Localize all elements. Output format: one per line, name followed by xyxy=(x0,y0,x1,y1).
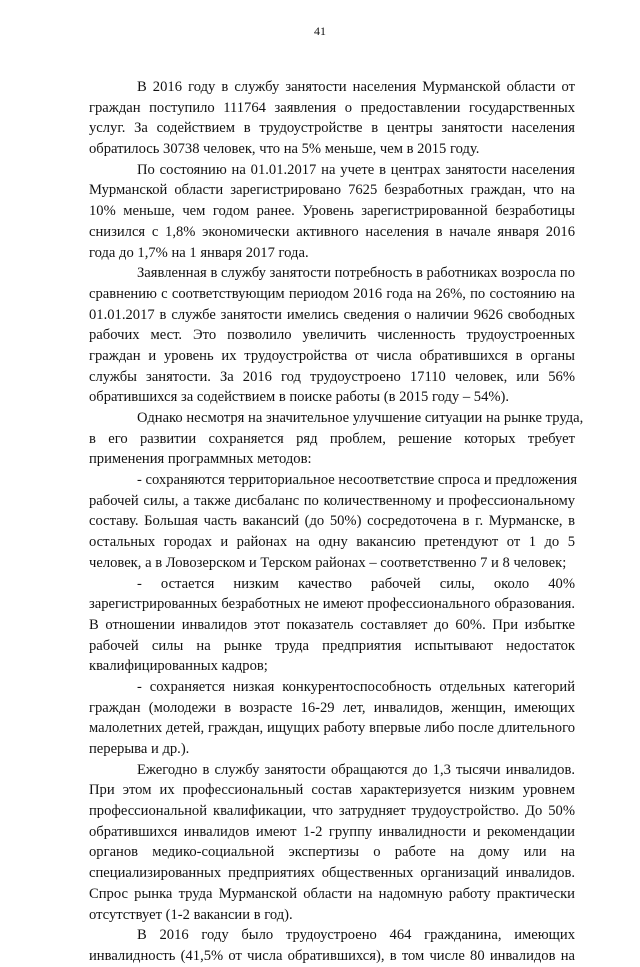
text-line: рабочей силы, а также дисбаланс по количественному и профессиональному xyxy=(89,492,575,509)
text-line: Однако несмотря на значительное улучшение ситуации на рынке труда, xyxy=(137,410,584,426)
text-line: перерыва и др.). xyxy=(89,741,190,757)
text-line: человек, а в Ловозерском и Терском районах – соответственно 7 и 8 человек; xyxy=(89,554,567,571)
text-line: Ежегодно в службу занятости обращаются до 1,3 тысячи инвалидов. xyxy=(137,761,575,778)
text-line: обратившихся инвалидов имеют 1-2 группу инвалидности и рекомендации xyxy=(89,823,575,840)
text-line: квалифицированных кадров; xyxy=(89,658,268,675)
text-line: остальных городах и районах на одну вакансию претендуют от 1 до 5 xyxy=(89,534,575,551)
text-line: рабочих мест. Это позволило увеличить численность трудоустроенных xyxy=(89,327,575,344)
text-line: обратилось 30738 человек, что на 5% меньше, чем в 2015 году. xyxy=(89,141,480,158)
text-line: В 2016 году в службу занятости населения Мурманской области от xyxy=(137,79,575,95)
text-line: услуг. За содействием в трудоустройстве в центры занятости населения xyxy=(89,120,575,137)
text-line: В отношении инвалидов этот показатель составляет до 60%. При избытке xyxy=(89,616,575,633)
text-line: Мурманской области зарегистрировано 7625 безработных граждан, что на xyxy=(89,182,575,199)
text-line: обратившихся за содействием в поиске работы (в 2015 году – 54%). xyxy=(89,389,510,406)
text-line: специализированных предприятиях общественных организаций инвалидов. xyxy=(89,865,575,882)
text-line: граждан поступило 111764 заявления о предоставлении государственных xyxy=(89,99,575,116)
text-line: По состоянию на 01.01.2017 на учете в центрах занятости населения xyxy=(137,161,575,178)
text-line: - сохраняется низкая конкурентоспособность отдельных категорий xyxy=(137,678,575,695)
text-line: 01.01.2017 в службе занятости имелись сведения о наличии 9626 свободных xyxy=(89,306,575,323)
text-line: При этом их профессиональный состав характеризуется низким уровнем xyxy=(89,782,575,799)
text-line: Спрос рынка труда Мурманской области на надомную работу практически xyxy=(89,885,575,902)
text-line: применения программных методов: xyxy=(89,451,312,468)
text-line: года до 1,7% на 1 января 2017 года. xyxy=(89,244,309,261)
text-line: 10% меньше, чем годом ранее. Уровень зарегистрированной безработицы xyxy=(89,203,575,220)
text-line: отсутствует (1-2 вакансии в год). xyxy=(89,906,293,923)
text-line: сравнению с соответствующим периодом 2016 года на 26%, по состоянию на xyxy=(89,285,575,302)
text-line: граждан и уровень их трудоустройства от числа обратившихся в органы xyxy=(89,347,575,364)
text-line: в его развитии сохраняется ряд проблем, решение которых требует xyxy=(89,430,575,447)
text-line: малолетних детей, граждан, ищущих работу впервые либо после длительного xyxy=(89,720,575,737)
text-line: составу. Большая часть вакансий (до 50%) сосредоточена в г. Мурманске, в xyxy=(89,513,575,530)
text-line: рабочей силы на рынке труда предприятия испытывают недостаток xyxy=(89,637,575,654)
text-line: граждан (молодежи в возрасте 16-29 лет, инвалидов, женщин, имеющих xyxy=(89,699,575,716)
text-line: профессиональной квалификации, что затрудняет трудоустройство. До 50% xyxy=(89,803,575,820)
text-line: органов медико-социальной экспертизы о работе на дому или на xyxy=(89,844,575,861)
text-line: - сохраняются территориальное несоответствие спроса и предложения xyxy=(137,472,578,489)
text-line: В 2016 году было трудоустроено 464 гражданина, имеющих xyxy=(137,927,575,944)
page-number: 41 xyxy=(314,24,326,38)
text-line: инвалидность (41,5% от числа обратившихся), в том числе 80 инвалидов на xyxy=(89,947,575,964)
text-line: зарегистрированных безработных не имеют профессионального образования. xyxy=(89,596,575,613)
text-line: - остается низким качество рабочей силы, около 40% xyxy=(137,575,575,592)
text-line: службы занятости. За 2016 год трудоустроено 17110 человек, или 56% xyxy=(89,368,575,385)
text-line: снизился с 1,8% экономически активного населения в начале января 2016 xyxy=(89,223,575,240)
body-text xyxy=(89,77,584,967)
text-line: Заявленная в службу занятости потребность в работниках возросла по xyxy=(137,265,575,282)
